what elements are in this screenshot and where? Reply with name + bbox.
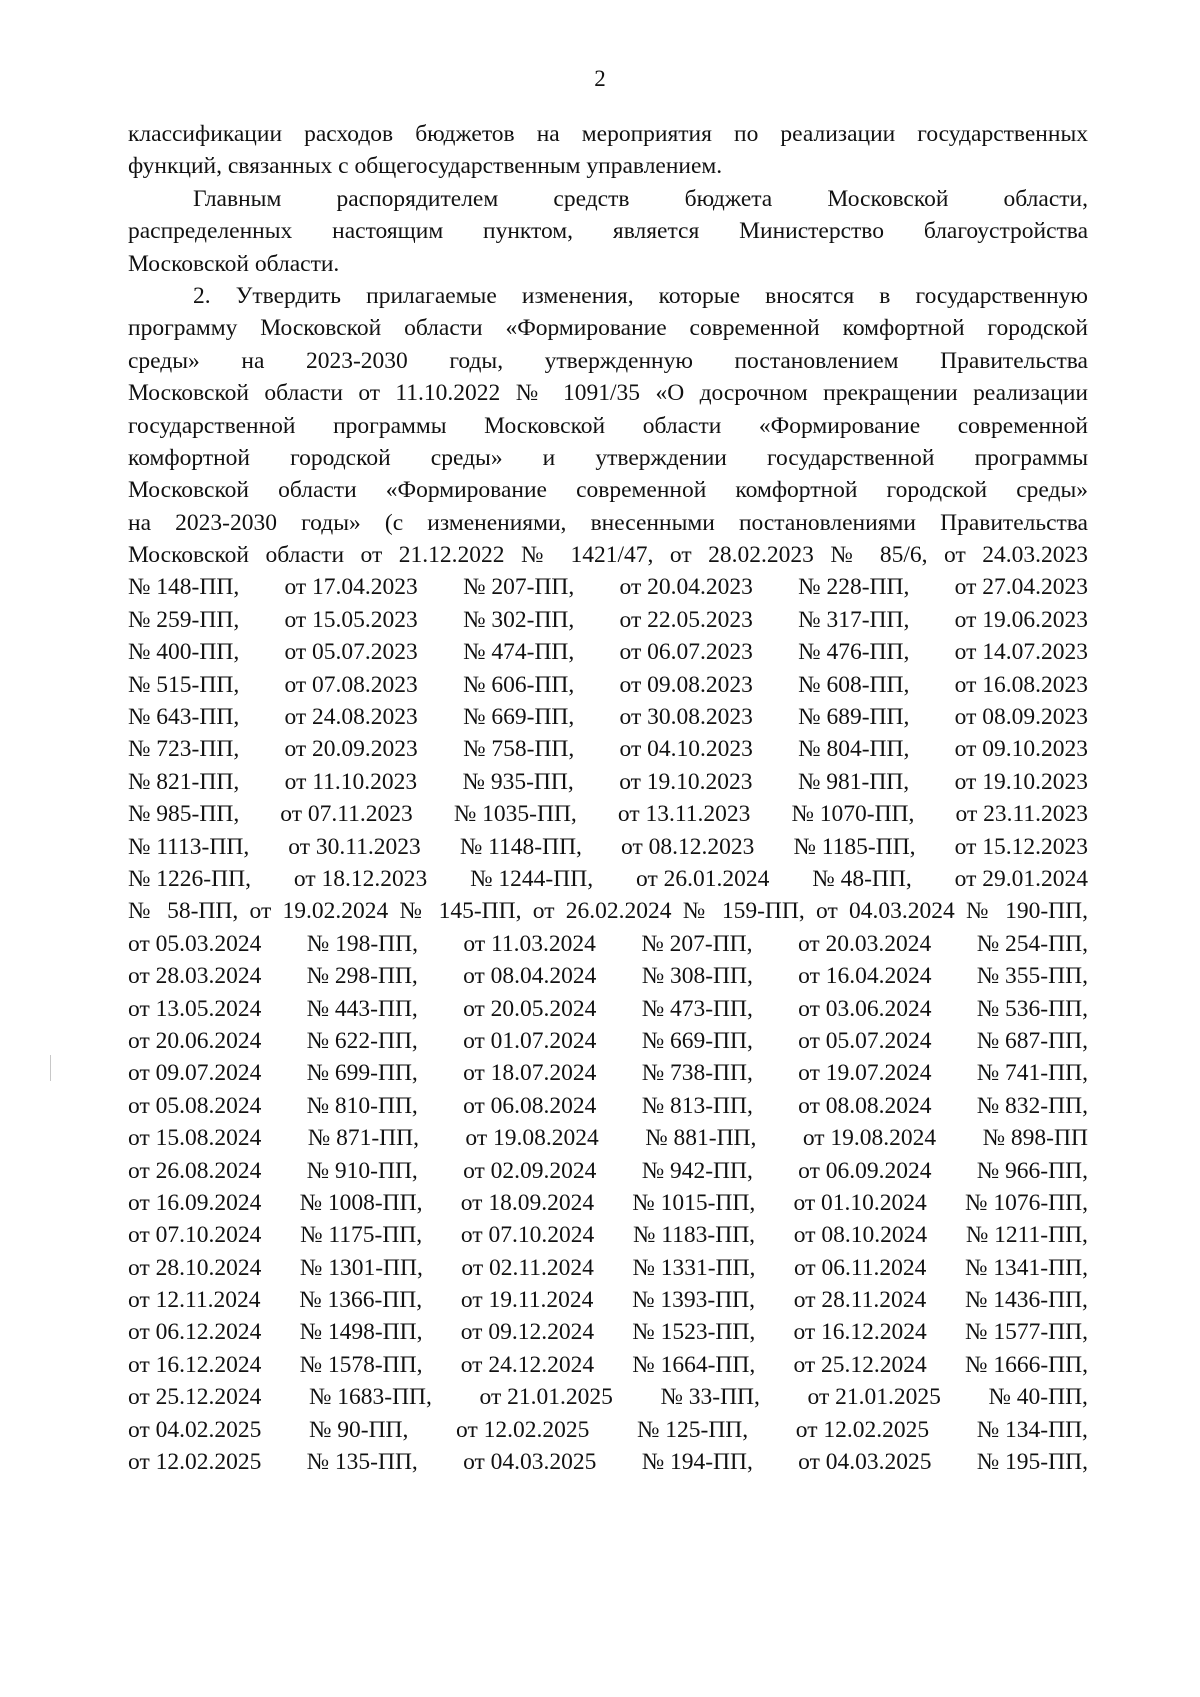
amendment-list-2024 bbox=[128, 928, 1088, 1479]
amendment-cell: от 01.10.2024 bbox=[793, 1189, 927, 1216]
amendment-row bbox=[128, 701, 1088, 733]
amendment-cell: № 804-ПП, bbox=[798, 736, 910, 763]
amendment-cell: от 30.08.2023 bbox=[619, 704, 753, 731]
amendment-cell: № 1436-ПП, bbox=[964, 1287, 1088, 1314]
amendment-cell: от 02.09.2024 bbox=[463, 1157, 597, 1184]
amendment-cell: от 09.12.2024 bbox=[460, 1319, 595, 1346]
amendment-cell: № 228-ПП, bbox=[798, 574, 910, 601]
amendment-cell: № 981-ПП, bbox=[797, 768, 910, 795]
amendment-cell: № 1523-ПП, bbox=[632, 1319, 756, 1346]
amendment-cell: от 15.12.2023 bbox=[954, 833, 1088, 860]
amendment-cell: № 308-ПП, bbox=[641, 963, 753, 990]
amendment-cell: № 135-ПП, bbox=[306, 1449, 418, 1476]
amendment-cell: от 11.03.2024 bbox=[463, 930, 596, 957]
amendment-cell: № 821-ПП, bbox=[128, 768, 240, 795]
amendment-row bbox=[128, 1316, 1088, 1348]
amendment-cell: от 06.08.2024 bbox=[463, 1092, 597, 1119]
amendment-cell: от 27.04.2023 bbox=[954, 574, 1088, 601]
amendment-cell: от 20.05.2024 bbox=[463, 995, 597, 1022]
text-line: программу Московской области «Формирование современной комфортной городской bbox=[128, 315, 1088, 342]
amendment-cell: № 476-ПП, bbox=[798, 639, 910, 666]
text-line: комфортной городской среды» и утверждении государственной программы bbox=[128, 444, 1088, 471]
amendment-cell: № 758-ПП, bbox=[463, 736, 575, 763]
text-line: Московской области от 21.12.2022 № 1421/47, от 28.02.2023 № 85/6, от 24.03.2023 bbox=[128, 542, 1088, 569]
amendment-cell: от 30.11.2023 bbox=[288, 833, 421, 860]
amendment-cell: от 08.12.2023 bbox=[621, 833, 755, 860]
amendment-row bbox=[128, 1187, 1088, 1219]
amendment-cell: от 04.03.2025 bbox=[798, 1449, 932, 1476]
amendment-cell: № 1035-ПП, bbox=[453, 801, 577, 828]
amendment-cell: от 11.10.2023 bbox=[284, 768, 418, 795]
amendment-cell: от 26.01.2024 bbox=[636, 865, 770, 892]
amendment-row bbox=[128, 1219, 1088, 1251]
amendment-cell: от 08.09.2023 bbox=[954, 704, 1088, 731]
amendment-cell: № 1015-ПП, bbox=[632, 1189, 756, 1216]
amendment-cell: от 12.02.2025 bbox=[795, 1416, 930, 1443]
document-body bbox=[128, 118, 1088, 1478]
amendment-cell: № 317-ПП, bbox=[798, 606, 910, 633]
amendment-cell: № 966-ПП, bbox=[976, 1157, 1088, 1184]
amendment-cell: от 13.05.2024 bbox=[128, 995, 262, 1022]
amendment-cell: № 1664-ПП, bbox=[632, 1351, 756, 1378]
amendment-cell: № 832-ПП, bbox=[976, 1092, 1088, 1119]
amendment-cell: № 942-ПП, bbox=[641, 1157, 753, 1184]
amendment-cell: от 07.11.2023 bbox=[280, 801, 413, 828]
amendment-cell: № 298-ПП, bbox=[306, 963, 418, 990]
amendment-cell: № 1226-ПП, bbox=[128, 865, 251, 892]
amendment-cell: от 04.10.2023 bbox=[619, 736, 753, 763]
amendment-row bbox=[128, 1252, 1088, 1284]
amendment-cell: № 474-ПП, bbox=[463, 639, 575, 666]
amendment-cell: от 14.07.2023 bbox=[954, 639, 1088, 666]
amendment-cell: от 19.08.2024 bbox=[465, 1125, 599, 1152]
amendment-cell: от 28.03.2024 bbox=[128, 963, 262, 990]
amendment-cell: от 24.08.2023 bbox=[284, 704, 418, 731]
amendment-cell: от 01.07.2024 bbox=[463, 1027, 597, 1054]
amendment-cell: от 20.09.2023 bbox=[284, 736, 418, 763]
amendment-cell: № 669-ПП, bbox=[641, 1027, 753, 1054]
amendment-row bbox=[128, 863, 1088, 895]
amendment-cell: № 1301-ПП, bbox=[299, 1254, 423, 1281]
amendment-cell: от 19.11.2024 bbox=[460, 1287, 594, 1314]
amendment-row bbox=[128, 1381, 1088, 1413]
amendment-cell: № 910-ПП, bbox=[306, 1157, 418, 1184]
amendment-cell: от 20.03.2024 bbox=[797, 930, 932, 957]
text-line: государственной программы Московской области «Формирование современной bbox=[128, 412, 1088, 439]
amendment-cell: № 687-ПП, bbox=[976, 1027, 1088, 1054]
margin-mark bbox=[50, 1055, 51, 1081]
amendment-cell: от 09.07.2024 bbox=[128, 1060, 262, 1087]
amendment-cell: от 16.09.2024 bbox=[128, 1189, 262, 1216]
amendment-row bbox=[128, 831, 1088, 863]
amendment-cell: № 207-ПП, bbox=[641, 930, 753, 957]
amendment-cell: № 1148-ПП, bbox=[459, 833, 582, 860]
amendment-cell: № 699-ПП, bbox=[306, 1060, 418, 1087]
amendment-cell: от 08.10.2024 bbox=[793, 1222, 928, 1249]
amendment-cell: № 194-ПП, bbox=[641, 1449, 753, 1476]
amendment-cell: № 443-ПП, bbox=[306, 995, 418, 1022]
text-line: распределенных настоящим пунктом, является Министерство благоустройства bbox=[128, 218, 1088, 245]
amendment-row bbox=[128, 766, 1088, 798]
amendment-cell: от 16.04.2024 bbox=[798, 963, 932, 990]
amendment-cell: № 473-ПП, bbox=[641, 995, 753, 1022]
amendment-cell: от 18.09.2024 bbox=[460, 1189, 595, 1216]
amendment-cell: № 985-ПП, bbox=[128, 801, 240, 828]
amendment-cell: от 06.07.2023 bbox=[619, 639, 753, 666]
amendment-cell: от 12.11.2024 bbox=[128, 1287, 261, 1314]
amendment-cell: от 16.08.2023 bbox=[954, 671, 1088, 698]
text-line: Главным распорядителем средств бюджета Московской области, bbox=[193, 185, 1088, 212]
amendment-row bbox=[128, 604, 1088, 636]
amendment-cell: от 19.10.2023 bbox=[954, 768, 1088, 795]
text-line: среды» на 2023-2030 годы, утвержденную постановлением Правительства bbox=[128, 347, 1088, 374]
amendment-cell: от 21.01.2025 bbox=[807, 1384, 941, 1411]
amendment-cell: № 1341-ПП, bbox=[965, 1254, 1088, 1281]
amendment-cell: № 1577-ПП, bbox=[965, 1319, 1088, 1346]
amendment-cell: № 198-ПП, bbox=[306, 930, 418, 957]
amendment-cell: от 24.12.2024 bbox=[460, 1351, 595, 1378]
amendment-list-2023 bbox=[128, 571, 1088, 895]
text-line: функций, связанных с общегосударственным управлением. bbox=[128, 153, 723, 180]
amendment-cell: № 1175-ПП, bbox=[300, 1222, 423, 1249]
text-line: Московской области «Формирование современной комфортной городской среды» bbox=[128, 477, 1088, 504]
amendment-cell: № 1211-ПП, bbox=[965, 1222, 1088, 1249]
text-line: Московской области. bbox=[128, 250, 340, 277]
amendment-row bbox=[128, 571, 1088, 603]
amendment-cell: № 1070-ПП, bbox=[791, 801, 915, 828]
amendment-cell: от 09.08.2023 bbox=[619, 671, 753, 698]
amendment-cell: от 09.10.2023 bbox=[954, 736, 1088, 763]
amendment-cell: № 1244-ПП, bbox=[470, 865, 594, 892]
amendment-cell: от 23.11.2023 bbox=[955, 801, 1088, 828]
amendment-cell: от 17.04.2023 bbox=[284, 574, 418, 601]
amendment-cell: от 26.08.2024 bbox=[128, 1157, 262, 1184]
amendment-cell: № 669-ПП, bbox=[463, 704, 575, 731]
amendment-cell: № 48-ПП, bbox=[812, 865, 912, 892]
amendment-cell: № 1683-ПП, bbox=[308, 1384, 432, 1411]
text-line: классификации расходов бюджетов на мероприятия по реализации государственных bbox=[128, 121, 1088, 147]
amendment-row bbox=[128, 1349, 1088, 1381]
amendment-cell: от 04.02.2025 bbox=[128, 1416, 262, 1443]
amendment-cell: № 871-ПП, bbox=[307, 1125, 419, 1152]
page-number: 2 bbox=[594, 66, 606, 91]
amendment-cell: от 20.06.2024 bbox=[128, 1027, 262, 1054]
amendment-cell: № 622-ПП, bbox=[306, 1027, 418, 1054]
amendment-cell: № 881-ПП, bbox=[645, 1125, 757, 1152]
amendment-cell: от 13.11.2023 bbox=[617, 801, 751, 828]
amendment-cell: № 90-ПП, bbox=[308, 1416, 409, 1443]
amendment-cell: № 813-ПП, bbox=[641, 1092, 753, 1119]
amendment-cell: от 08.08.2024 bbox=[798, 1092, 932, 1119]
amendment-cell: № 898-ПП bbox=[982, 1125, 1088, 1152]
amendment-cell: от 06.09.2024 bbox=[798, 1157, 932, 1184]
amendment-row bbox=[128, 1025, 1088, 1057]
amendment-cell: от 19.08.2024 bbox=[802, 1125, 937, 1152]
amendment-cell: от 28.10.2024 bbox=[128, 1254, 262, 1281]
amendment-cell: № 148-ПП, bbox=[128, 574, 240, 601]
amendment-cell: от 20.04.2023 bbox=[619, 574, 753, 601]
amendment-row bbox=[128, 636, 1088, 668]
amendment-cell: № 738-ПП, bbox=[641, 1060, 753, 1087]
amendment-row bbox=[128, 733, 1088, 765]
amendment-cell: № 1113-ПП, bbox=[128, 833, 250, 860]
amendment-cell: от 07.10.2024 bbox=[128, 1222, 262, 1249]
amendment-cell: от 15.08.2024 bbox=[128, 1125, 262, 1152]
amendment-row bbox=[128, 1414, 1088, 1446]
amendment-cell: от 06.12.2024 bbox=[128, 1319, 262, 1346]
text-line: № 58-ПП, от 19.02.2024 № 145-ПП, от 26.02.2024 № 159-ПП, от 04.03.2024 № 190-ПП, bbox=[128, 898, 1088, 925]
text-line: 2. Утвердить прилагаемые изменения, которые вносятся в государственную bbox=[193, 282, 1088, 309]
amendment-row bbox=[128, 1122, 1088, 1154]
amendment-cell: № 1076-ПП, bbox=[965, 1189, 1088, 1216]
amendment-cell: № 195-ПП, bbox=[976, 1449, 1088, 1476]
amendment-cell: от 19.07.2024 bbox=[798, 1060, 932, 1087]
amendment-row bbox=[128, 960, 1088, 992]
amendment-cell: № 33-ПП, bbox=[660, 1384, 760, 1411]
amendment-cell: от 18.07.2024 bbox=[463, 1060, 597, 1087]
amendment-cell: от 15.05.2023 bbox=[284, 606, 418, 633]
amendment-cell: № 935-ПП, bbox=[462, 768, 574, 795]
amendment-cell: от 12.02.2025 bbox=[456, 1416, 590, 1443]
amendment-cell: № 723-ПП, bbox=[128, 736, 240, 763]
amendment-cell: от 12.02.2025 bbox=[128, 1449, 262, 1476]
amendment-cell: от 07.08.2023 bbox=[284, 671, 418, 698]
amendment-cell: № 608-ПП, bbox=[798, 671, 910, 698]
amendment-cell: № 741-ПП, bbox=[976, 1060, 1088, 1087]
amendment-row bbox=[128, 669, 1088, 701]
amendment-cell: № 1183-ПП, bbox=[632, 1222, 756, 1249]
amendment-cell: № 1185-ПП, bbox=[793, 833, 916, 860]
amendment-cell: № 40-ПП, bbox=[988, 1384, 1088, 1411]
text-line: на 2023-2030 годы» (с изменениями, внесенными постановлениями Правительства bbox=[128, 509, 1088, 536]
amendment-row bbox=[128, 928, 1088, 960]
amendment-cell: от 25.12.2024 bbox=[793, 1351, 927, 1378]
amendment-row bbox=[128, 798, 1088, 830]
amendment-cell: от 07.10.2024 bbox=[460, 1222, 595, 1249]
amendment-cell: от 08.04.2024 bbox=[463, 963, 597, 990]
amendment-row bbox=[128, 1446, 1088, 1478]
amendment-row bbox=[128, 1155, 1088, 1187]
amendment-cell: № 643-ПП, bbox=[128, 704, 240, 731]
amendment-cell: от 18.12.2023 bbox=[293, 865, 428, 892]
amendment-cell: от 28.11.2024 bbox=[793, 1287, 927, 1314]
amendment-cell: от 22.05.2023 bbox=[619, 606, 753, 633]
amendment-cell: № 259-ПП, bbox=[128, 606, 240, 633]
amendment-cell: № 1578-ПП, bbox=[299, 1351, 423, 1378]
text-line: Московской области от 11.10.2022 № 1091/35 «О досрочном прекращении реализации bbox=[128, 380, 1088, 407]
amendment-cell: № 1498-ПП, bbox=[299, 1319, 423, 1346]
amendment-cell: от 05.08.2024 bbox=[128, 1092, 262, 1119]
amendment-cell: № 134-ПП, bbox=[976, 1416, 1088, 1443]
amendment-cell: от 06.11.2024 bbox=[793, 1254, 927, 1281]
amendment-row bbox=[128, 993, 1088, 1025]
amendment-cell: № 302-ПП, bbox=[463, 606, 575, 633]
amendment-cell: от 05.07.2024 bbox=[798, 1027, 932, 1054]
amendment-cell: № 536-ПП, bbox=[976, 995, 1088, 1022]
amendment-cell: № 810-ПП, bbox=[306, 1092, 418, 1119]
amendment-cell: от 19.10.2023 bbox=[619, 768, 753, 795]
amendment-cell: № 125-ПП, bbox=[636, 1416, 749, 1443]
amendment-cell: от 25.12.2024 bbox=[128, 1384, 262, 1411]
amendment-cell: № 1008-ПП, bbox=[299, 1189, 423, 1216]
amendment-cell: от 19.06.2023 bbox=[954, 606, 1088, 633]
amendment-cell: № 1366-ПП, bbox=[299, 1287, 423, 1314]
amendment-cell: № 400-ПП, bbox=[128, 639, 240, 666]
amendment-cell: № 1666-ПП, bbox=[965, 1351, 1088, 1378]
amendment-cell: от 16.12.2024 bbox=[793, 1319, 927, 1346]
amendment-cell: от 16.12.2024 bbox=[128, 1351, 262, 1378]
amendment-cell: от 03.06.2024 bbox=[798, 995, 932, 1022]
amendment-cell: № 689-ПП, bbox=[798, 704, 910, 731]
amendment-cell: № 355-ПП, bbox=[976, 963, 1088, 990]
amendment-row bbox=[128, 1090, 1088, 1122]
amendment-cell: от 21.01.2025 bbox=[479, 1384, 613, 1411]
amendment-cell: от 05.07.2023 bbox=[284, 639, 418, 666]
amendment-cell: от 04.03.2025 bbox=[463, 1449, 597, 1476]
amendment-cell: от 29.01.2024 bbox=[954, 865, 1088, 892]
amendment-cell: от 05.03.2024 bbox=[128, 930, 262, 957]
amendment-row bbox=[128, 1057, 1088, 1089]
amendment-row bbox=[128, 1284, 1088, 1316]
amendment-cell: от 02.11.2024 bbox=[461, 1254, 594, 1281]
amendment-cell: № 207-ПП, bbox=[463, 574, 575, 601]
amendment-cell: № 1393-ПП, bbox=[632, 1287, 756, 1314]
amendment-cell: № 606-ПП, bbox=[463, 671, 575, 698]
amendment-cell: № 254-ПП, bbox=[976, 930, 1088, 957]
amendment-cell: № 515-ПП, bbox=[128, 671, 240, 698]
amendment-cell: № 1331-ПП, bbox=[632, 1254, 756, 1281]
